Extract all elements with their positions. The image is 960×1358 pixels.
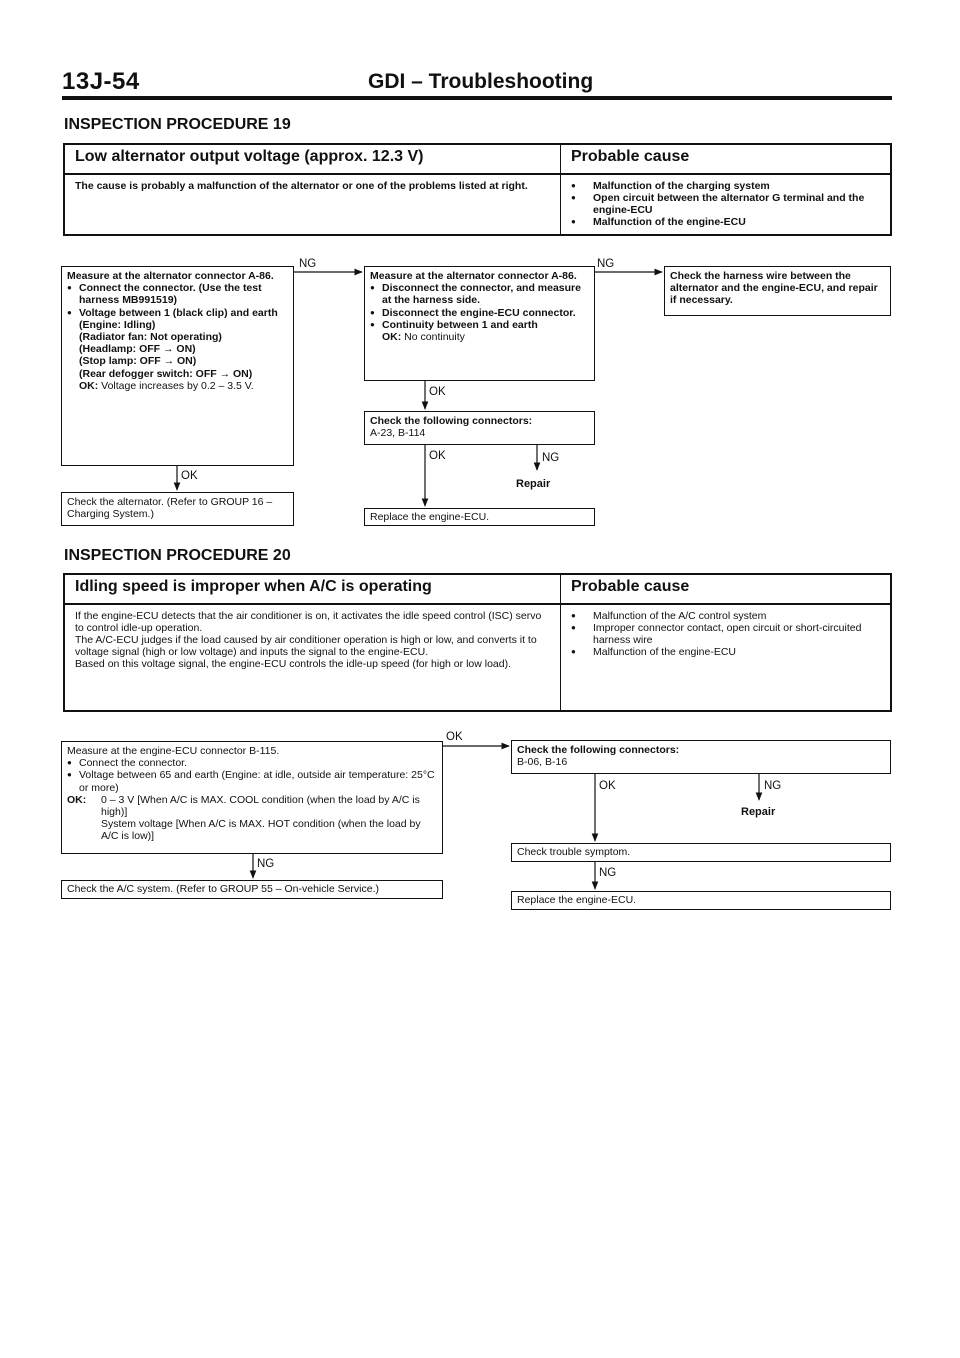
proc20-label-ng: NG xyxy=(599,867,617,879)
page-number: 13J-54 xyxy=(62,68,140,95)
proc20-heading: INSPECTION PROCEDURE 20 xyxy=(64,547,291,564)
proc19-label-repair: Repair xyxy=(516,478,551,490)
proc20-label-ok: OK xyxy=(599,780,616,792)
proc19-label-ok: OK xyxy=(181,470,198,482)
proc19-cause-header: Probable cause xyxy=(561,144,892,174)
proc19-step-measure-harness: Measure at the alternator connector A-86. ● Disconnect the connector, and measure at the harness side. ● Disconnect the engine-ECU connector. ● Continuity between 1 and earth OK: No continuity xyxy=(364,266,595,381)
list-item: ● Malfunction of the charging system xyxy=(571,180,880,192)
proc20-step-check-ac-system: Check the A/C system. (Refer to GROUP 55 – On-vehicle Service.) xyxy=(61,880,443,899)
list-item: ● Malfunction of the engine-ECU xyxy=(571,646,880,658)
page-title: GDI – Troubleshooting xyxy=(368,70,594,93)
proc19-step-check-harness: Check the harness wire between the alternator and the engine-ECU, and repair if necessary. xyxy=(664,266,891,316)
proc19-step-replace-ecu: Replace the engine-ECU. xyxy=(364,508,595,526)
proc19-symptom: Low alternator output voltage (approx. 12.3 V) xyxy=(64,144,561,174)
proc20-desc-1: If the engine-ECU detects that the air conditioner is on, it activates the idle speed control (ISC) servo to control idle-up operation. xyxy=(75,610,542,634)
proc19-label-ng: NG xyxy=(597,258,615,270)
proc20-desc-2: The A/C-ECU judges if the load caused by air conditioner operation is high or low, and converts it to voltage signal (high or low voltage) and inputs the signal to the engine-ECU. xyxy=(75,634,537,658)
proc20-step-replace-ecu: Replace the engine-ECU. xyxy=(511,891,891,910)
proc19-label-ok: OK xyxy=(429,386,446,398)
proc20-desc-3: Based on this voltage signal, the engine-ECU controls the idle-up speed (for high or low load). xyxy=(75,658,512,670)
list-item: ● Open circuit between the alternator G terminal and the engine-ECU xyxy=(571,192,880,216)
proc19-step-check-alternator: Check the alternator. (Refer to GROUP 16 – Charging System.) xyxy=(61,492,294,526)
proc19-label-ng: NG xyxy=(299,258,317,270)
proc19-description: The cause is probably a malfunction of the alternator or one of the problems listed at right. xyxy=(64,174,561,235)
proc20-label-repair: Repair xyxy=(741,806,776,818)
proc19-heading: INSPECTION PROCEDURE 19 xyxy=(64,116,291,133)
proc20-symptom: Idling speed is improper when A/C is operating xyxy=(64,574,561,604)
proc20-label-ng: NG xyxy=(257,858,275,870)
proc20-step-check-symptom: Check trouble symptom. xyxy=(511,843,891,862)
proc19-step-check-connectors: Check the following connectors: A-23, B-114 xyxy=(364,411,595,445)
proc19-label-ng: NG xyxy=(542,452,560,464)
proc20-step-check-connectors: Check the following connectors: B-06, B-16 xyxy=(511,740,891,774)
proc20-cause-header: Probable cause xyxy=(561,574,892,604)
list-item: ● Malfunction of the engine-ECU xyxy=(571,216,880,228)
list-item: ● Improper connector contact, open circuit or short-circuited harness wire xyxy=(571,622,880,646)
proc19-step-measure-alternator: Measure at the alternator connector A-86. ● Connect the connector. (Use the test harness MB991519) ● Voltage between 1 (black clip) and earth (Engine: Idling) (Radiator fan: Not operating) (Headlamp: OFF → ON) (Stop lamp: OFF → ON) (Rear defogger switch: OFF → ON) OK: Voltage increases by 0.2 – 3.5 V. xyxy=(61,266,294,466)
proc19-label-ok: OK xyxy=(429,450,446,462)
proc20-step-measure-ecu: Measure at the engine-ECU connector B-115. ● Connect the connector. ● Voltage between 65 and earth (Engine: at idle, outside air temperature: 25°C or more) OK: 0 – 3 V [When A/C is MAX. COOL condition (when the load by A/C is high)] System voltage [When A/C is MAX. HOT condition (when the load by A/C is low)] xyxy=(61,741,443,854)
list-item: ● Malfunction of the A/C control system xyxy=(571,610,880,622)
proc20-label-ng: NG xyxy=(764,780,782,792)
proc20-label-ok: OK xyxy=(446,731,463,743)
